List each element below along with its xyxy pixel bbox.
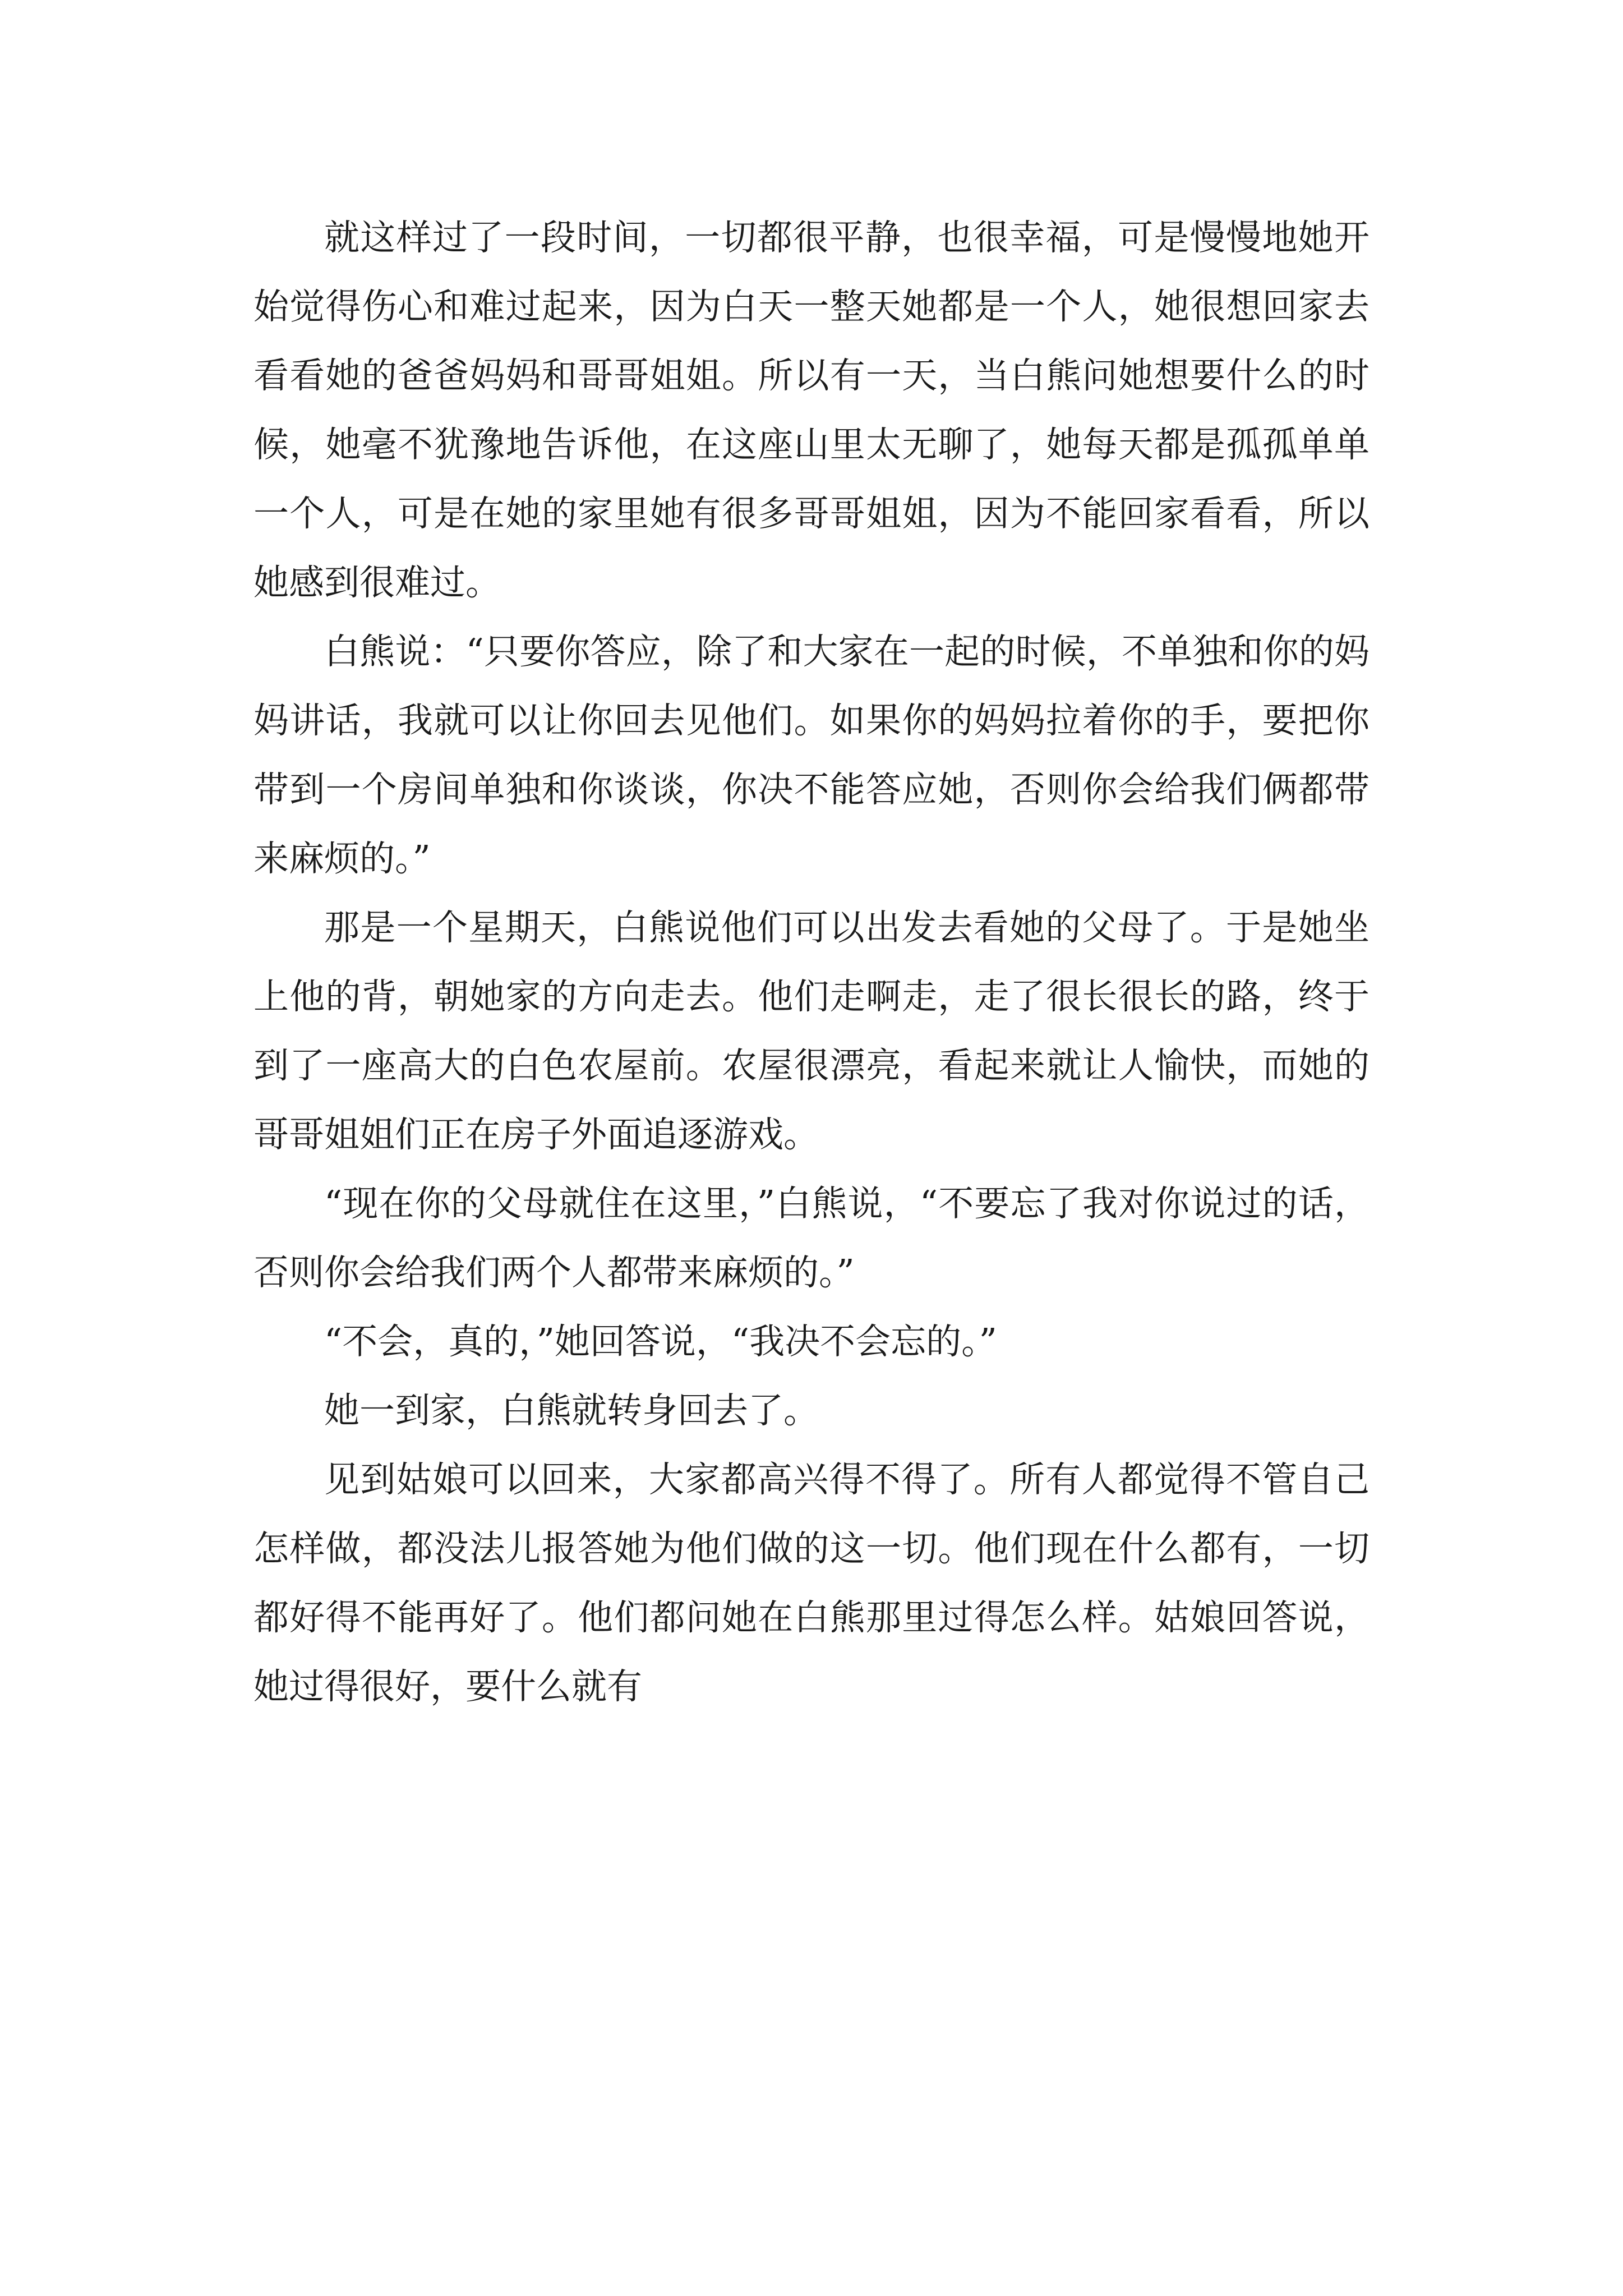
paragraph-5: “不会，真的，”她回答说，“我决不会忘的。” [324, 1321, 997, 1362]
paragraph-1: 就这样过了一段时间，一切都很平静，也很幸福，可是慢慢地她开始觉得伤心和难过起来，因为白天一整天她都是一个人，她很想回家去看看她的爸爸妈妈和哥哥姐姐。所以有一天，当白熊问她想要什么的时候，她毫不犹豫地告诉他，在这座山里太无聊了，她每天都是孤孤单单一个人，可是在她的家里她有很多哥哥姐姐，因为不能回家看看，所以她感到很难过。 [253, 217, 1370, 603]
paragraph-2: 白熊说：“只要你答应，除了和大家在一起的时候，不单独和你的妈妈讲话，我就可以让你回去见他们。如果你的妈妈拉着你的手，要把你带到一个房间单独和你谈谈，你决不能答应她，否则你会给我们俩都带来麻烦的。” [253, 631, 1370, 879]
paragraph-7: 见到姑娘可以回来，大家都高兴得不得了。所有人都觉得不管自己怎样做，都没法儿报答她为他们做的这一切。他们现在什么都有，一切都好得不能再好了。他们都问她在白熊那里过得怎么样。姑娘回答说，她过得很好，要什么就有 [253, 1459, 1370, 1707]
paragraph-4: “现在你的父母就住在这里，”白熊说，“不要忘了我对你说过的话，否则你会给我们两个人都带来麻烦的。” [253, 1183, 1370, 1293]
paragraph-3: 那是一个星期天，白熊说他们可以出发去看她的父母了。于是她坐上他的背，朝她家的方向走去。他们走啊走，走了很长很长的路，终于到了一座高大的白色农屋前。农屋很漂亮，看起来就让人愉快，而她的哥哥姐姐们正在房子外面追逐游戏。 [253, 907, 1370, 1155]
body-text [253, 203, 1370, 1721]
paragraph-6: 她一到家，白熊就转身回去了。 [324, 1390, 819, 1431]
